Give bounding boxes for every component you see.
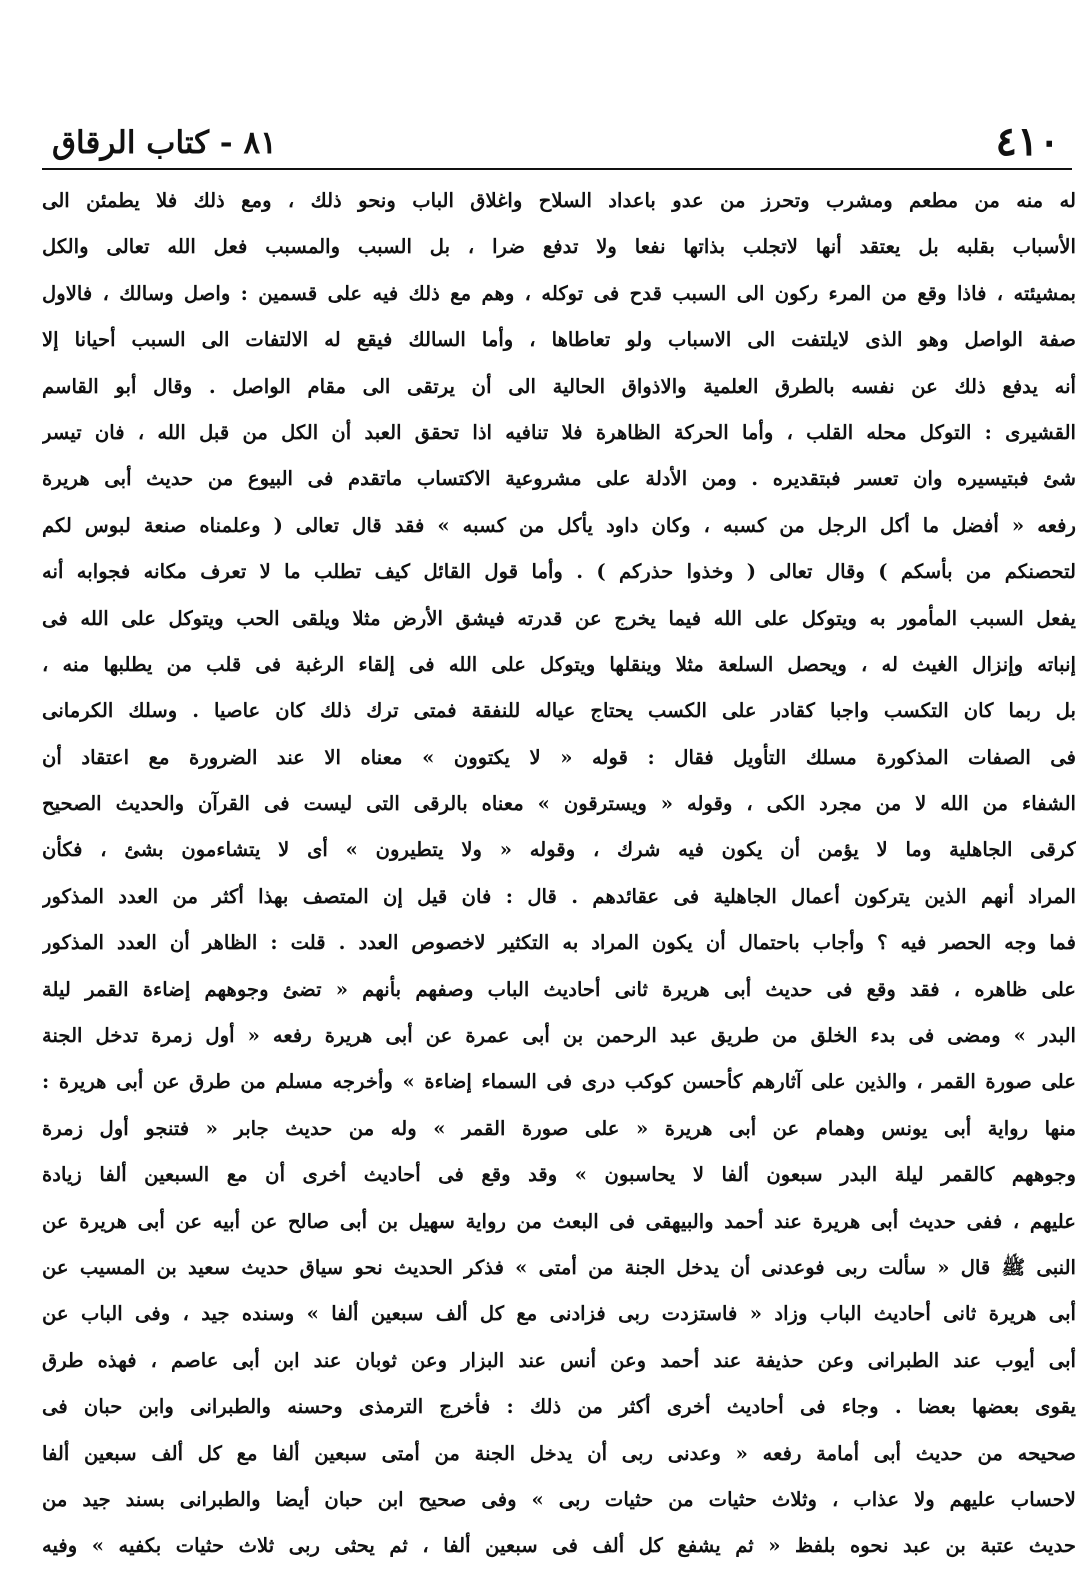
text-line: على ظاهره ، فقد وقع فى حديث أبى هريرة ثانى أحاديث الباب وصفهم بأنهم « تضئ وجوههم إضاءة القمر ليلة xyxy=(42,977,1076,1001)
text-line: الشفاء من الله لا من مجرد الكى ، وقوله « ويسترقون » معناه بالرقى التى ليست فى القرآن والحديث الصحيح xyxy=(42,792,1076,816)
text-line: بمشيئته ، فاذا وقع من المرء ركون الى السبب قدح فى توكله ، وهم مع ذلك فيه على قسمين : واصل وسالك ، فالاول xyxy=(42,281,1076,305)
text-line: شئ فبتيسيره وان تعسر فبتقديره . ومن الأدلة على مشروعية الاكتساب ماتقدم فى البيوع من حديث أبى هريرة xyxy=(42,467,1076,491)
text-line: الأسباب بقلبه بل يعتقد أنها لاتجلب بذاتها نفعا ولا تدفع ضرا ، بل السبب والمسبب فعل الله تعالى والكل xyxy=(42,235,1076,259)
text-line: وجوههم كالقمر ليلة البدر سبعون ألفا لا يحاسبون » وقد وقع فى أحاديث أخرى أن مع السبعين ألفا زيادة xyxy=(42,1163,1076,1187)
text-line: النبى ﷺ قال « سألت ربى فوعدنى أن يدخل الجنة من أمتى » فذكر الحديث نحو سياق حديث سعيد بن المسيب عن xyxy=(42,1255,1076,1279)
text-line: صحيحه من حديث أبى أمامة رفعه « وعدنى ربى أن يدخل الجنة من أمتى سبعين ألفا مع كل ألف سبعين ألفا xyxy=(42,1441,1076,1465)
text-line: أبى أيوب عند الطبرانى وعن حذيفة عند أحمد وعن أنس عند البزار وعن ثوبان عند ابن أبى عاصم ، فهذه طرق xyxy=(42,1348,1076,1372)
text-line: له منه من مطعم ومشرب وتحرز من عدو باعداد السلاح واغلاق الباب ونحو ذلك ، ومع ذلك فلا يطمئن الى xyxy=(42,189,1076,212)
chapter-title: ٨١ - كتاب الرقاق xyxy=(52,125,277,161)
text-line: بل ربما كان التكسب واجبا كقادر على الكسب يحتاج عياله للنفقة فمتى ترك ذلك كان عاصيا . وسلك الكرمانى xyxy=(42,699,1076,723)
text-line: أبى هريرة ثانى أحاديث الباب وزاد « فاستزدت ربى فزادنى مع كل ألف سبعين ألفا » وسنده جيد ، وفى الباب عن xyxy=(42,1302,1076,1326)
text-line: إنباته وإنزال الغيث له ، ويحصل السلعة مثلا وينقلها ويتوكل على الله فى إلقاء الرغبة فى قلب من يطلبها منه ، xyxy=(42,652,1076,676)
text-line: المراد أنهم الذين يتركون أعمال الجاهلية فى عقائدهم . قال : فان قيل إن المتصف بهذا أكثر من العدد المذكور xyxy=(42,884,1076,908)
text-line: لتحصنكم من بأسكم ) وقال تعالى ( وخذوا حذركم ) . وأما قول القائل كيف تطلب ما لا تعرف مكانه فجوابه أنه xyxy=(42,560,1076,584)
text-line: على صورة القمر ، والذين على آثارهم كأحسن كوكب درى فى السماء إضاءة » وأخرجه مسلم من طرق عن أبى هريرة : xyxy=(42,1070,1076,1094)
text-line: أنه يدفع ذلك عن نفسه بالطرق العلمية والاذواق الحالية الى أن يرتقى الى مقام الواصل . وقال أبو القاسم xyxy=(42,374,1076,398)
header-divider xyxy=(42,168,1072,170)
text-line: لاحساب عليهم ولا عذاب ، وثلاث حثيات من حثيات ربى » وفى صحيح ابن حبان أيضا والطبرانى بسند جيد من xyxy=(42,1487,1076,1511)
text-line: يفعل السبب المأمور به ويتوكل على الله فيما يخرج عن قدرته فيشق الأرض مثلا ويلقى الحب ويتوكل على الله فى xyxy=(42,606,1076,630)
text-line: صفة الواصل وهو الذى لايلتفت الى الاسباب ولو تعاطاها ، وأما السالك فيقع له الالتفات الى السبب أحيانا إلا xyxy=(42,328,1076,352)
page-number: ٤١٠ xyxy=(995,118,1060,165)
body-text xyxy=(42,178,1076,1570)
page-header xyxy=(40,112,1080,168)
text-line: منها رواية أبى يونس وهمام عن أبى هريرة « على صورة القمر » وله من حديث جابر « فتنجو أول زمرة xyxy=(42,1116,1076,1140)
text-line: حديث عتبة بن عبد نحوه بلفظ « ثم يشفع كل ألف فى سبعين ألفا ، ثم يحثى ربى ثلاث حثيات بكفيه » وفيه xyxy=(42,1534,1076,1558)
text-line: رفعه « أفضل ما أكل الرجل من كسبه ، وكان داود يأكل من كسبه » فقد قال تعالى ( وعلمناه صنعة لبوس لكم xyxy=(42,513,1076,537)
text-line: البدر » ومضى فى بدء الخلق من طريق عبد الرحمن بن أبى عمرة عن أبى هريرة رفعه « أول زمرة تدخل الجنة xyxy=(42,1024,1076,1048)
text-line: يقوى بعضها بعضا . وجاء فى أحاديث أخرى أكثر من ذلك : فأخرج الترمذى وحسنه والطبرانى وابن حبان فى xyxy=(42,1395,1076,1419)
text-line: فما وجه الحصر فيه ؟ وأجاب باحتمال أن يكون المراد به التكثير لاخصوص العدد . قلت : الظاهر أن العدد المذكور xyxy=(42,931,1076,955)
text-line: القشيرى : التوكل محله القلب ، وأما الحركة الظاهرة فلا تنافيه اذا تحقق العبد أن الكل من قبل الله ، فان تيسر xyxy=(42,420,1076,444)
text-line: كرقى الجاهلية وما لا يؤمن أن يكون فيه شرك ، وقوله « ولا يتطيرون » أى لا يتشاءمون بشئ ، فكأن xyxy=(42,838,1076,862)
text-line: فى الصفات المذكورة مسلك التأويل فقال : قوله « لا يكتوون » معناه الا عند الضرورة مع اعتقاد أن xyxy=(42,745,1076,769)
text-line: عليهم ، ففى حديث أبى هريرة عند أحمد والبيهقى فى البعث من رواية سهيل بن أبى صالح عن أبيه عن أبى هريرة عن xyxy=(42,1209,1076,1233)
